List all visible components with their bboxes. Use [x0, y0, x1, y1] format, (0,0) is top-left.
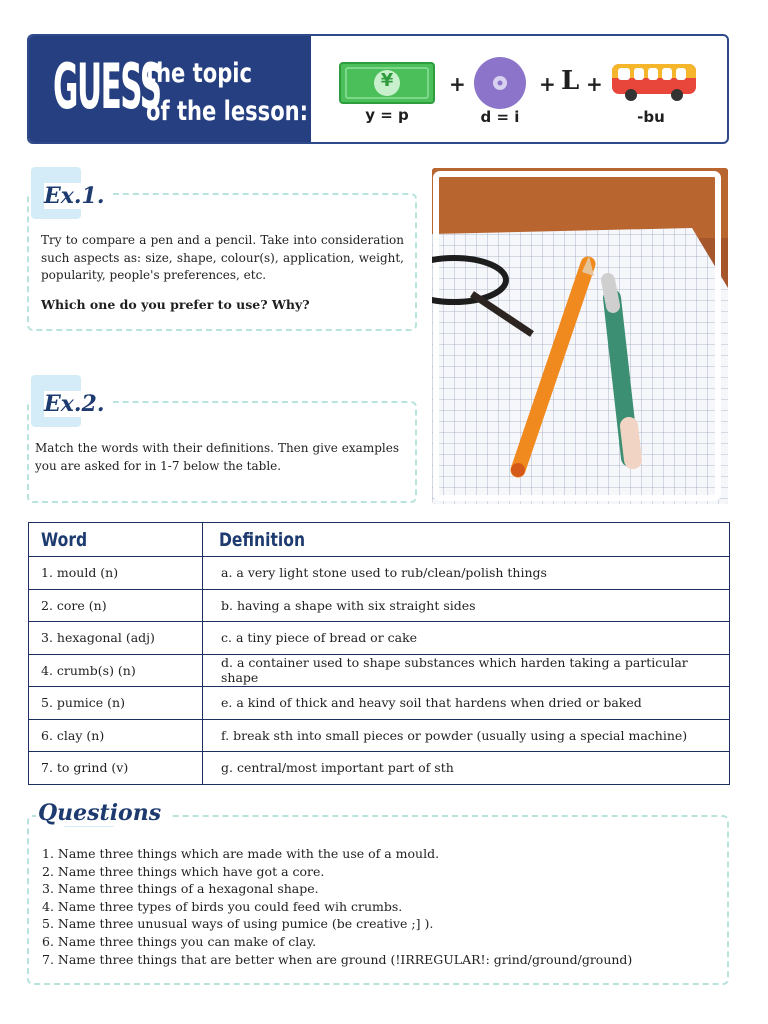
questions-title: Questions — [36, 800, 171, 826]
definition-cell: c. a tiny piece of bread or cake — [203, 622, 730, 655]
guess-heading: GUESS — [53, 50, 161, 123]
rebus-caption-4: -bu — [637, 108, 665, 126]
definition-cell: b. having a shape with six straight sides — [203, 589, 730, 622]
word-cell: 3. hexagonal (adj) — [29, 622, 203, 655]
ex1-question: Which one do you prefer to use? Why? — [41, 297, 310, 312]
table-row — [29, 589, 730, 622]
ex1-title: Ex.1. — [44, 183, 113, 209]
definition-cell: g. central/most important part of sth — [203, 752, 730, 785]
list-item: 5. Name three unusual ways of using pumice (be creative ;] ). — [42, 916, 434, 932]
word-cell: 1. mould (n) — [29, 557, 203, 590]
definition-cell: a. a very light stone used to rub/clean/polish things — [203, 557, 730, 590]
table-row — [29, 752, 730, 785]
definition-cell: e. a kind of thick and heavy soil that hardens when dried or baked — [203, 687, 730, 720]
word-cell: 4. crumb(s) (n) — [29, 654, 203, 687]
list-item: 7. Name three things that are better when are ground (!IRREGULAR!: grind/ground/ground) — [42, 951, 633, 967]
word-cell: 6. clay (n) — [29, 719, 203, 752]
list-item: 6. Name three things you can make of clay. — [42, 933, 317, 949]
pen-and-pencil-photo — [432, 168, 728, 504]
lesson-header — [27, 34, 729, 144]
column-header-definition: Definition — [203, 523, 730, 557]
questions-list — [42, 845, 722, 968]
table-row — [29, 557, 730, 590]
table-row — [29, 622, 730, 655]
ex2-title: Ex.2. — [44, 391, 113, 417]
word-cell: 7. to grind (v) — [29, 752, 203, 785]
topic-heading-line1: the topic — [146, 58, 252, 89]
definition-cell: d. a container used to shape substances which harden taking a particular shape — [203, 654, 730, 687]
plus-sign: + — [539, 72, 556, 96]
list-item: 2. Name three things which have got a core. — [42, 863, 325, 879]
rebus-caption-1: y = p — [365, 106, 409, 124]
definition-cell: f. break sth into small pieces or powder (usually using a special machine) — [203, 719, 730, 752]
list-item: 1. Name three things which are made with the use of a mould. — [42, 846, 440, 861]
yen-symbol: ¥ — [380, 70, 394, 91]
list-item: 3. Name three things of a hexagonal shape. — [42, 881, 319, 897]
table-row — [29, 719, 730, 752]
table-header-row — [29, 523, 730, 557]
word-cell: 2. core (n) — [29, 589, 203, 622]
column-header-word: Word — [29, 523, 203, 557]
rebus-caption-2: d = i — [480, 108, 520, 126]
disc-icon — [473, 56, 527, 110]
ex2-instructions: Match the words with their definitions. Then give examples you are asked for in 1-7 below the table. — [35, 441, 399, 473]
table-row — [29, 654, 730, 687]
ex1-instructions: Try to compare a pen and a pencil. Take into consideration such aspects as: size, shape, colour(s), application, weight, popularity, people's preferences, etc. — [41, 233, 404, 282]
rebus-letter: L — [561, 66, 580, 96]
bus-icon — [611, 62, 697, 104]
vocabulary-table — [28, 522, 730, 785]
plus-sign: + — [449, 72, 466, 96]
word-cell: 5. pumice (n) — [29, 687, 203, 720]
plus-sign: + — [586, 72, 603, 96]
list-item: 4. Name three types of birds you could feed wih crumbs. — [42, 898, 403, 914]
table-row — [29, 687, 730, 720]
topic-heading-line2: of the lesson: — [146, 96, 309, 127]
